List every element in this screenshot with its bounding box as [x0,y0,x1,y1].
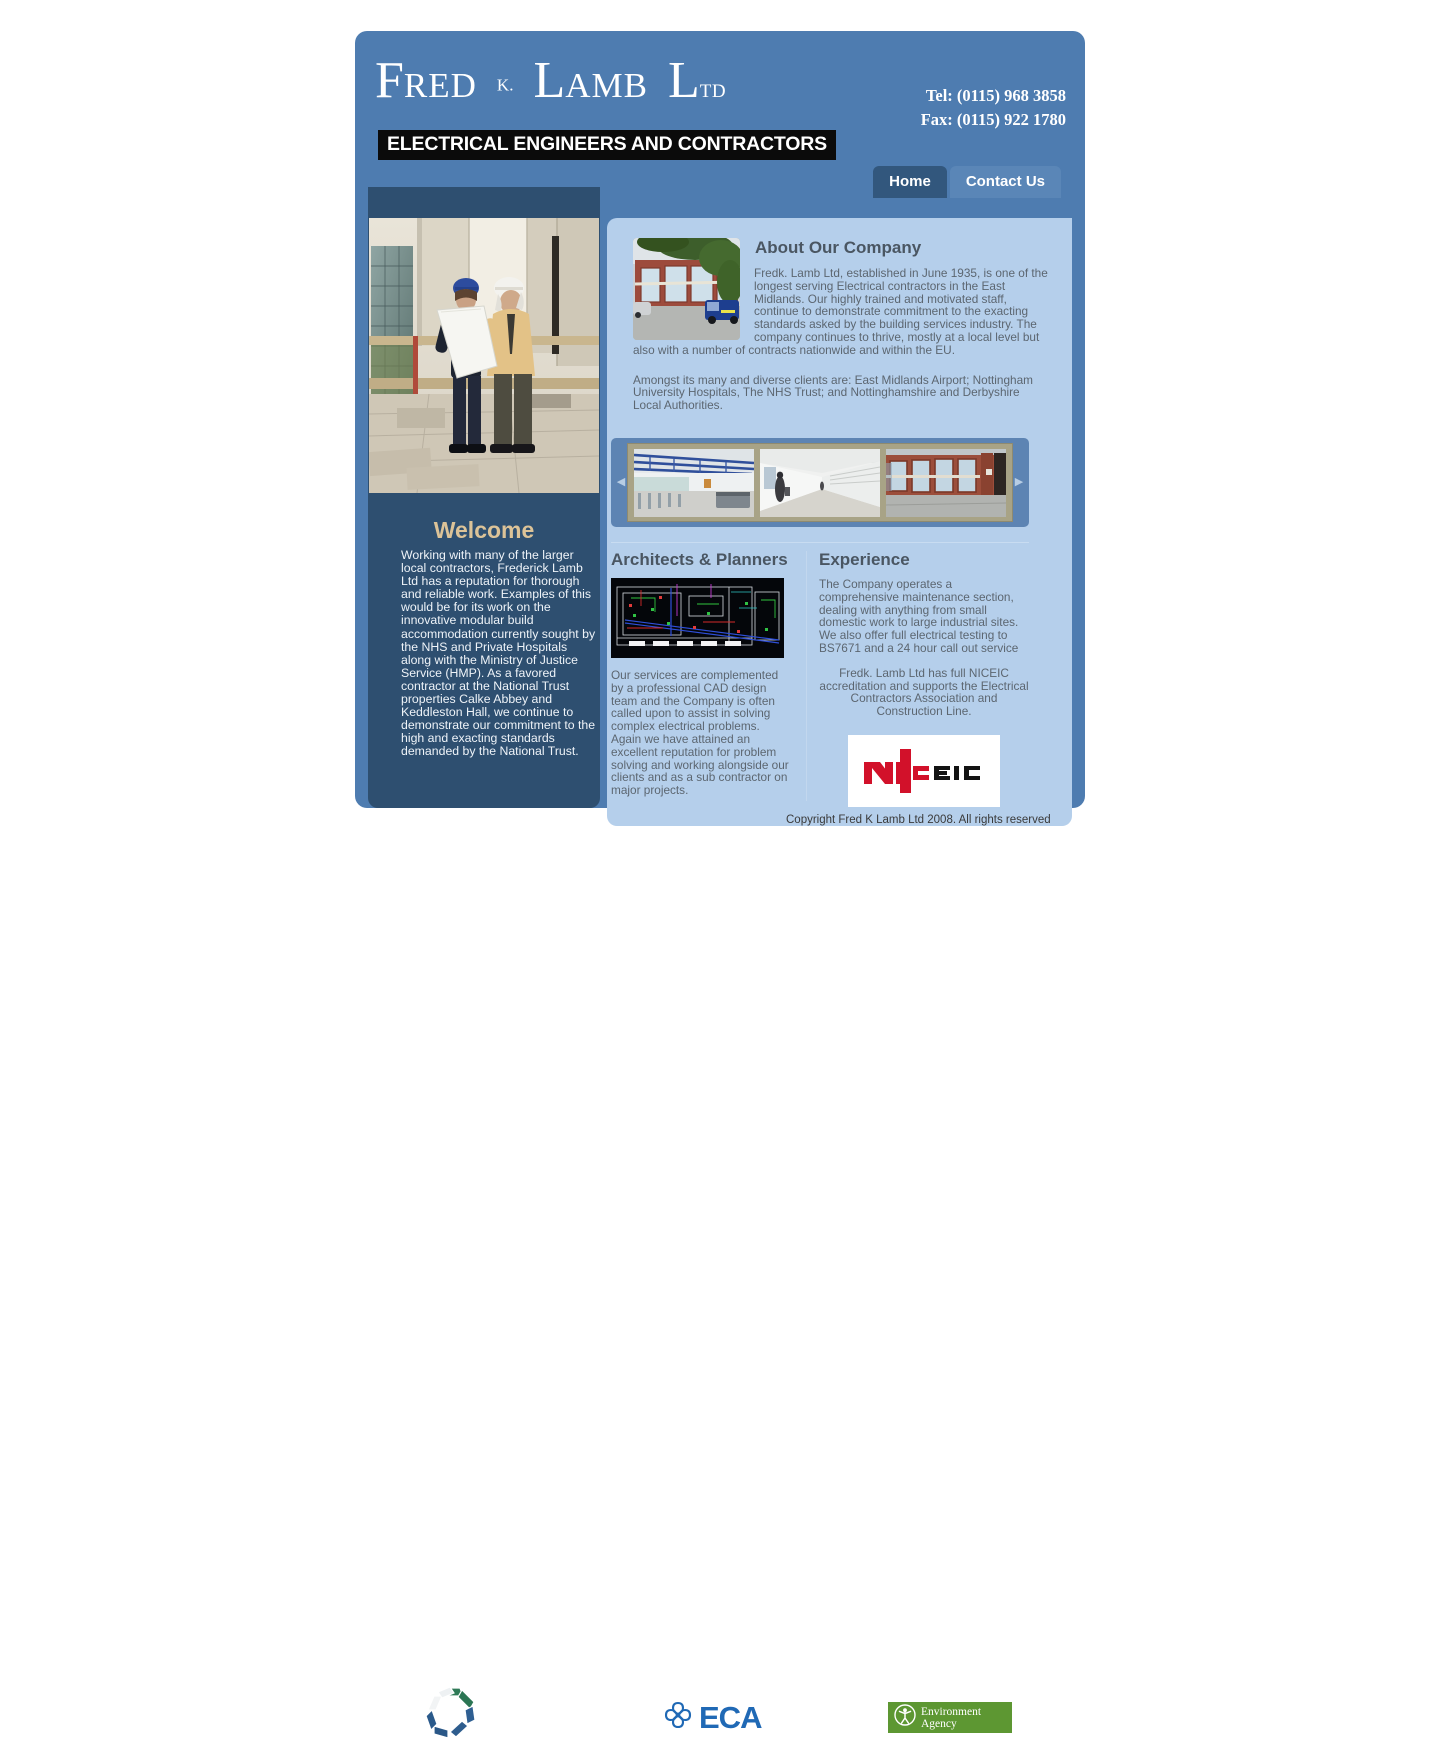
company-logo[interactable] [375,52,727,109]
about-company-building-photo [633,238,740,340]
telephone-number: Tel: (0115) 968 3858 [925,86,1066,105]
left-sidebar [368,187,600,808]
env-line-1: Environment [921,1705,982,1718]
logo-l2: L [667,52,700,109]
logo-amb: AMB [565,66,648,105]
company-logo-text [375,52,727,109]
fax-number: Fax: (0115) 922 1780 [920,110,1066,129]
hexagon-ring-logo[interactable] [424,1686,482,1740]
carousel-slide-brick-building[interactable] [886,449,1006,517]
logo-td: TD [699,81,727,102]
copyright-text: Copyright Fred K Lamb Ltd 2008. All rights reserved [786,814,1051,826]
tab-contact-us[interactable]: Contact Us [950,166,1061,198]
carousel-frame [627,443,1013,522]
niceic-logo [848,735,1000,807]
tab-home[interactable]: Home [873,166,947,198]
cad-drawing-photo [611,578,784,658]
site-container [355,31,1085,808]
hero-photo-construction-workers [369,218,599,493]
welcome-heading: Welcome [433,517,535,543]
experience-section [819,550,1029,807]
eca-symbol-icon [662,1699,694,1736]
logo-f: F [375,52,404,109]
carousel-slide-airport-terminal[interactable] [634,449,754,517]
about-section [633,238,1051,412]
logo-red: RED [403,66,477,105]
section-divider-vertical [806,551,807,801]
experience-paragraph-1: The Company operates a comprehensive maintenance section, dealing with anything from small domestic work to large industrial sites. We also offer full electrical testing to BS7671 and a 24 hour call out service [819,577,1019,655]
carousel-next-icon[interactable]: ▶ [1014,476,1024,488]
about-paragraph-1: Fredk. Lamb Ltd, established in June 1935, is one of the longest serving Electrical contractors in the East Midlands. Our highly trained and motivated staff, continue to demonstrate commitment to the exacting standards asked by the building services industry. The company continues to thrive, mostly at a local level but also with a number of contracts nationwide and within the EU. [633,266,1048,357]
about-paragraph-2: Amongst its many and diverse clients are: East Midlands Airport; Nottingham University Hospitals, The NHS Trust; and Nottinghamshire and Derbyshire Local Authorities. [633,372,1033,413]
carousel-prev-icon[interactable]: ◀ [616,476,626,488]
header-contact-details [921,84,1066,132]
section-divider-horizontal [611,542,1029,543]
company-tagline: ELECTRICAL ENGINEERS AND CONTRACTORS [378,130,836,160]
env-line-2: Agency [921,1717,957,1730]
environment-agency-figure-icon [894,1704,916,1731]
main-content-panel [607,218,1072,826]
architects-section [611,550,789,797]
environment-agency-logo[interactable] [888,1702,1012,1733]
image-carousel [611,438,1029,527]
logo-k-initial: K. [496,75,514,95]
site-header [355,31,1085,190]
experience-paragraph-2: Fredk. Lamb Ltd has full NICEIC accreditation and supports the Electrical Contractors Association and Construction Line. [819,665,1029,719]
about-heading: About Our Company [755,238,922,257]
eca-wordmark: ECA [699,1699,762,1735]
main-navigation [873,166,1061,198]
architects-heading: Architects & Planners [611,550,788,569]
eca-logo[interactable] [662,1698,777,1736]
experience-heading: Experience [819,550,910,569]
welcome-body-text: Working with many of the larger local contractors, Frederick Lamb Ltd has a reputation for thorough and reliable work. Examples of this would be for its work on the innovative modular build accommodation currently sought by the NHS and Private Hospitals along with the Ministry of Justice Service (HMP). As a favored contractor at the National Trust properties Calke Abbey and Keddleston Hall, we continue to demonstrate our commitment to the high and exacting standards demanded by the National Trust. [401,548,596,759]
environment-agency-wordmark [921,1706,981,1730]
architects-body-text: Our services are complemented by a professional CAD design team and the Company is often called upon to assist in solving complex electrical problems. Again we have attained an excellent reputation for problem solving and working alongside our clients and as a sub contractor on major projects. [611,668,789,798]
carousel-slide-hospital-corridor[interactable] [760,449,880,517]
footer-logo-strip [0,840,1440,1735]
logo-l: L [533,52,566,109]
